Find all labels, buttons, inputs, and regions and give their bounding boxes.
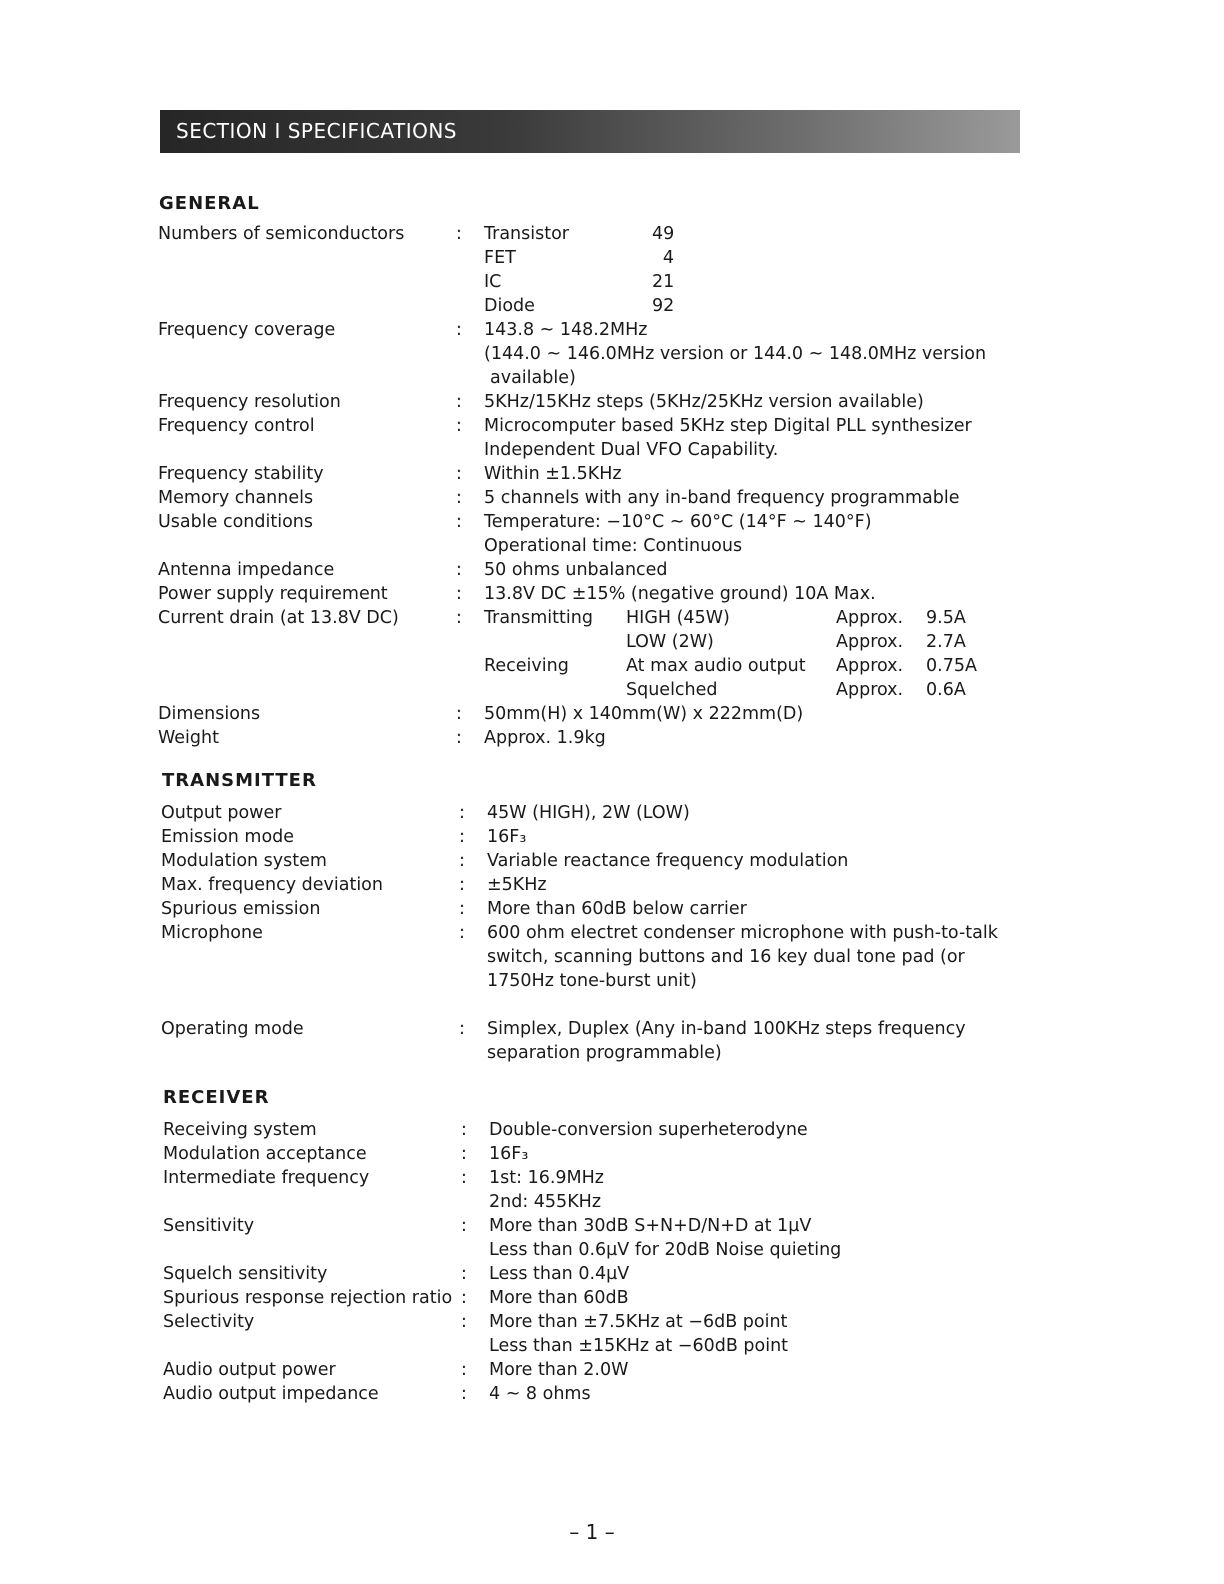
semiconductor-count: 92 (652, 296, 675, 316)
current-drain-row (484, 630, 1024, 654)
spec-row-modulation-system (161, 849, 1024, 873)
spec-row-power-supply (158, 582, 1024, 606)
spec-label: Output power (161, 803, 282, 823)
receiver-spec-list (163, 1118, 1024, 1406)
spec-line: Operational time: Continuous (484, 536, 743, 556)
spec-colon: : (456, 728, 462, 748)
spec-value: 5KHz/15KHz steps (5KHz/25KHz version available) (484, 392, 924, 412)
spec-row-emission-mode (161, 825, 1024, 849)
spec-value: Double-conversion superheterodyne (489, 1120, 808, 1140)
general-spec-list (158, 222, 1024, 750)
spec-row-frequency-resolution (158, 390, 1024, 414)
spec-value (484, 606, 1024, 702)
spec-colon: : (461, 1144, 467, 1164)
spec-label: Microphone (161, 923, 263, 943)
spec-label: Max. frequency deviation (161, 875, 383, 895)
spec-colon: : (456, 392, 462, 412)
spec-row-sensitivity (163, 1214, 1024, 1262)
spec-value (484, 222, 1024, 318)
spec-label: Squelch sensitivity (163, 1264, 328, 1284)
spec-label: Dimensions (158, 704, 261, 724)
spec-value: Within ±1.5KHz (484, 464, 622, 484)
spec-row-audio-output-impedance (163, 1382, 1024, 1406)
spec-row-deviation (161, 873, 1024, 897)
spec-line: Less than ±15KHz at −60dB point (489, 1336, 789, 1356)
spec-label: Audio output power (163, 1360, 336, 1380)
spec-line: 2nd: 455KHz (489, 1192, 602, 1212)
spec-row-modulation-acceptance (163, 1142, 1024, 1166)
spec-label: Frequency resolution (158, 392, 341, 412)
spec-row-audio-output-power (163, 1358, 1024, 1382)
spec-value (489, 1214, 1024, 1262)
spec-colon: : (456, 704, 462, 724)
spec-row-dimensions (158, 702, 1024, 726)
receiver-heading: RECEIVER (163, 1087, 270, 1108)
spec-row-output-power (161, 801, 1024, 825)
spec-row-current-drain (158, 606, 1024, 702)
spec-colon: : (459, 899, 465, 919)
spec-row-spurious-rejection (163, 1286, 1024, 1310)
drain-mode: Receiving (484, 656, 569, 676)
drain-mode (484, 678, 626, 702)
spec-line: (144.0 ~ 146.0MHz version or 144.0 ~ 148.0MHz version (484, 344, 987, 364)
spec-label: Power supply requirement (158, 584, 388, 604)
spec-value: More than 60dB (489, 1288, 629, 1308)
spec-colon: : (456, 608, 462, 628)
spec-row-frequency-control (158, 414, 1024, 462)
spec-line: Simplex, Duplex (Any in-band 100KHz steps frequency (487, 1019, 966, 1039)
spec-line: Less than 0.6µV for 20dB Noise quieting (489, 1240, 842, 1260)
drain-condition: Squelched (626, 680, 718, 700)
spec-value: 5 channels with any in-band frequency programmable (484, 488, 960, 508)
spec-value: More than 60dB below carrier (487, 899, 747, 919)
spec-label: Selectivity (163, 1312, 255, 1332)
spec-label: Numbers of semiconductors (158, 224, 405, 244)
spec-colon: : (456, 464, 462, 484)
spec-value (489, 1310, 1024, 1358)
current-drain-row (484, 606, 1024, 630)
spec-row-memory-channels (158, 486, 1024, 510)
spec-line: 1750Hz tone-burst unit) (487, 971, 697, 991)
spec-row-antenna-impedance (158, 558, 1024, 582)
drain-condition: LOW (2W) (626, 632, 714, 652)
semiconductor-count: 4 (662, 248, 674, 268)
spec-colon: : (459, 1019, 465, 1039)
spec-colon: : (461, 1120, 467, 1140)
spec-colon: : (461, 1168, 467, 1188)
spec-line: separation programmable) (487, 1043, 722, 1063)
drain-approx: Approx. (836, 656, 904, 676)
spec-value (487, 1017, 1024, 1065)
semiconductor-item (484, 270, 1024, 294)
spec-label: Frequency coverage (158, 320, 336, 340)
spec-row-intermediate-frequency (163, 1166, 1024, 1214)
spec-label: Emission mode (161, 827, 295, 847)
spec-value: Less than 0.4µV (489, 1264, 630, 1284)
spec-label: Memory channels (158, 488, 314, 508)
spec-colon: : (461, 1384, 467, 1404)
spec-row-squelch-sensitivity (163, 1262, 1024, 1286)
spec-label: Modulation acceptance (163, 1144, 367, 1164)
spec-row-microphone (161, 921, 1024, 993)
drain-condition: HIGH (45W) (626, 608, 730, 628)
spec-colon: : (456, 512, 462, 532)
spec-row-semiconductors (158, 222, 1024, 318)
spec-label: Audio output impedance (163, 1384, 379, 1404)
spec-row-frequency-coverage (158, 318, 1024, 390)
spec-value (487, 921, 1024, 993)
semiconductor-count: 49 (652, 224, 675, 244)
spec-line: More than 30dB S+N+D/N+D at 1µV (489, 1216, 812, 1236)
section-banner (160, 110, 1020, 153)
spec-value: More than 2.0W (489, 1360, 629, 1380)
transmitter-heading: TRANSMITTER (162, 770, 317, 791)
drain-mode (484, 630, 626, 654)
spec-label: Receiving system (163, 1120, 317, 1140)
spec-colon: : (456, 584, 462, 604)
spec-colon: : (461, 1288, 467, 1308)
current-drain-row (484, 654, 1024, 678)
spec-line: Temperature: −10°C ~ 60°C (14°F ~ 140°F) (484, 512, 872, 532)
spec-colon: : (459, 875, 465, 895)
drain-amps: 0.6A (926, 680, 966, 700)
drain-amps: 0.75A (926, 656, 977, 676)
current-drain-row (484, 678, 1024, 702)
spec-label: Frequency control (158, 416, 315, 436)
transmitter-spec-list (161, 801, 1024, 1065)
spec-value: ±5KHz (487, 875, 547, 895)
spec-value: 45W (HIGH), 2W (LOW) (487, 803, 690, 823)
spec-row-frequency-stability (158, 462, 1024, 486)
spec-line: 1st: 16.9MHz (489, 1168, 604, 1188)
spec-colon: : (461, 1312, 467, 1332)
spec-colon: : (459, 827, 465, 847)
general-heading: GENERAL (159, 193, 260, 214)
spec-value: 13.8V DC ±15% (negative ground) 10A Max. (484, 584, 876, 604)
spec-row-spurious-emission (161, 897, 1024, 921)
spec-value: Approx. 1.9kg (484, 728, 606, 748)
spec-label: Spurious emission (161, 899, 321, 919)
spec-line: available) (490, 368, 576, 388)
spec-row-usable-conditions (158, 510, 1024, 558)
semiconductor-type: IC (484, 272, 502, 292)
spec-label: Weight (158, 728, 219, 748)
drain-approx: Approx. (836, 680, 904, 700)
spec-value: Variable reactance frequency modulation (487, 851, 849, 871)
spec-line: 600 ohm electret condenser microphone with push-to-talk (487, 923, 998, 943)
spec-value: 50 ohms unbalanced (484, 560, 668, 580)
spec-label: Operating mode (161, 1019, 304, 1039)
spec-line: Independent Dual VFO Capability. (484, 440, 779, 460)
semiconductor-type: Diode (484, 296, 535, 316)
semiconductor-item (484, 246, 1024, 270)
spec-label: Antenna impedance (158, 560, 335, 580)
drain-amps: 2.7A (926, 632, 966, 652)
spec-line: Microcomputer based 5KHz step Digital PLL synthesizer (484, 416, 972, 436)
spec-colon: : (461, 1264, 467, 1284)
spec-colon: : (459, 851, 465, 871)
semiconductor-count: 21 (652, 272, 675, 292)
spec-label: Modulation system (161, 851, 327, 871)
spec-colon: : (459, 803, 465, 823)
semiconductor-item (484, 222, 1024, 246)
spec-label: Intermediate frequency (163, 1168, 370, 1188)
spec-line: switch, scanning buttons and 16 key dual tone pad (or (487, 947, 965, 967)
spec-label: Current drain (at 13.8V DC) (158, 608, 399, 628)
spec-value: 16F₃ (487, 827, 527, 847)
spec-value (484, 414, 1024, 462)
drain-amps: 9.5A (926, 608, 966, 628)
spec-label: Frequency stability (158, 464, 324, 484)
spec-row-weight (158, 726, 1024, 750)
spec-row-selectivity (163, 1310, 1024, 1358)
section-title: SECTION I SPECIFICATIONS (176, 119, 457, 143)
spec-colon: : (456, 320, 462, 340)
drain-approx: Approx. (836, 632, 904, 652)
spec-value (489, 1166, 1024, 1214)
spec-colon: : (456, 488, 462, 508)
spec-row-operating-mode (161, 1017, 1024, 1065)
drain-approx: Approx. (836, 608, 904, 628)
spec-value: 50mm(H) x 140mm(W) x 222mm(D) (484, 704, 804, 724)
spec-label: Usable conditions (158, 512, 313, 532)
semiconductor-item (484, 294, 1024, 318)
spec-colon: : (456, 416, 462, 436)
drain-mode: Transmitting (484, 608, 593, 628)
drain-condition: At max audio output (626, 656, 806, 676)
page-number: – 1 – (569, 1520, 615, 1544)
spec-line: More than ±7.5KHz at −6dB point (489, 1312, 788, 1332)
spec-line: 143.8 ~ 148.2MHz (484, 320, 648, 340)
spec-value (484, 510, 1024, 558)
semiconductor-type: FET (484, 248, 516, 268)
spec-value (484, 318, 1024, 390)
spec-label: Sensitivity (163, 1216, 255, 1236)
semiconductor-type: Transistor (484, 224, 569, 244)
spec-colon: : (459, 923, 465, 943)
spec-colon: : (461, 1216, 467, 1236)
spec-value: 16F₃ (489, 1144, 529, 1164)
spec-colon: : (456, 224, 462, 244)
spec-colon: : (461, 1360, 467, 1380)
spec-label: Spurious response rejection ratio (163, 1288, 453, 1308)
spec-row-receiving-system (163, 1118, 1024, 1142)
spec-value: 4 ~ 8 ohms (489, 1384, 591, 1404)
spec-colon: : (456, 560, 462, 580)
